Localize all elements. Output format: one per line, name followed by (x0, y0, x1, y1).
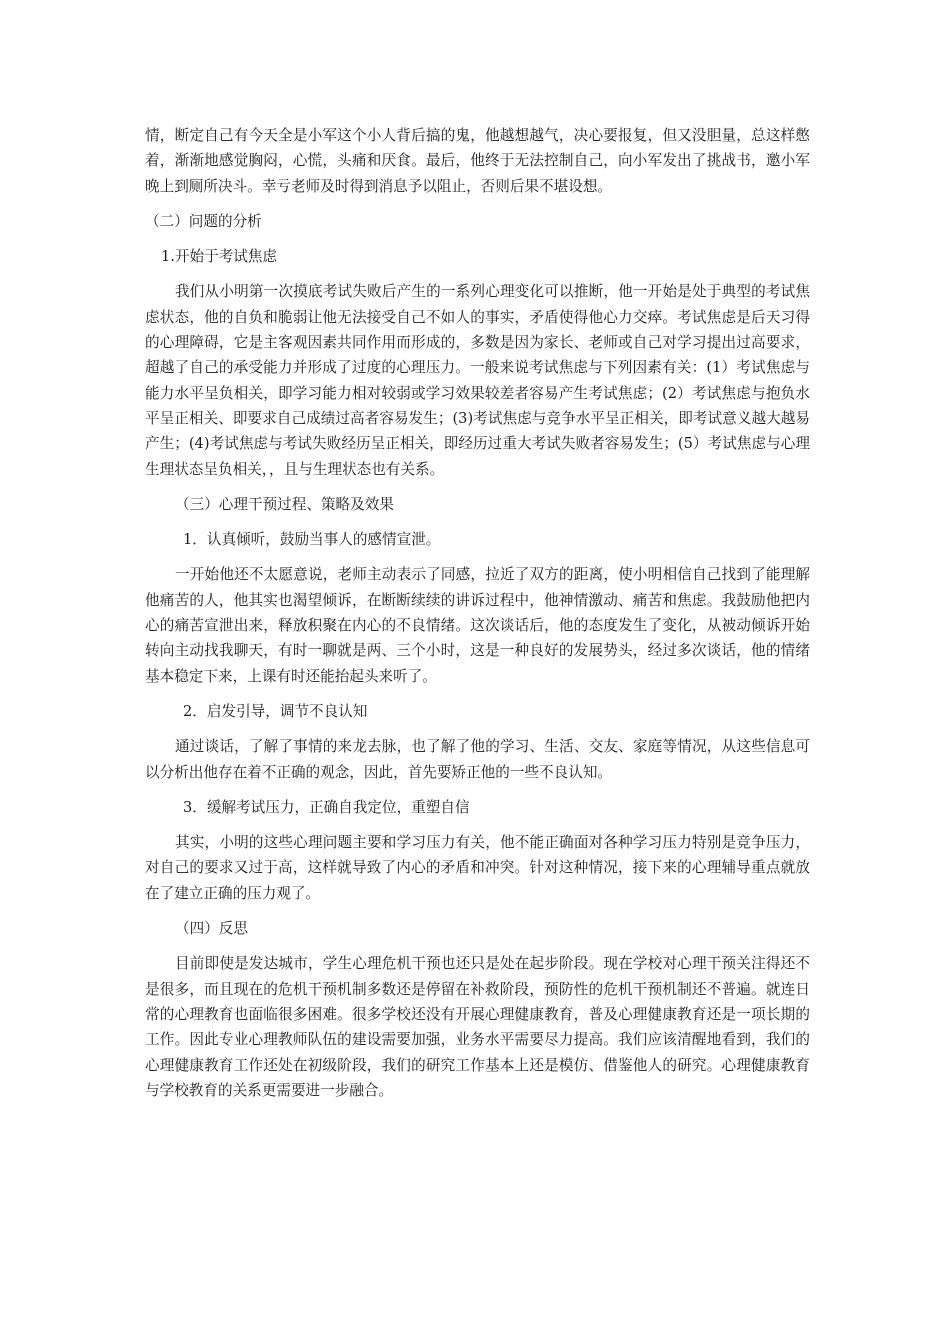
paragraph-pressure: 其实，小明的这些心理问题主要和学习压力有关，他不能正确面对各种学习压力特别是竞争压力，对自己的要求又过于高，这样就导致了内心的矛盾和冲突。针对这种情况，接下来的心理辅导重点就放在了建立正确的压力观了。 (145, 834, 810, 902)
subheading-anxiety: 1.开始于考试焦虑 (161, 248, 278, 266)
paragraph-listen: 一开始他还不太愿意说，老师主动表示了同感，拉近了双方的距离，使小明相信自己找到了能理解他痛苦的人，他其实也渴望倾诉，在断断续续的讲诉过程中，他神情激动、痛苦和焦虑。我鼓励他把内心的痛苦宣泄出来，释放积聚在内心的不良情绪。这次谈话后，他的态度发生了变化，从被动倾诉开始转向主动找我聊天，有时一聊就是两、三个小时，这是一种良好的发展势头，经过多次谈话，他的情绪基本稳定下来，上课有时还能抬起头来听了。 (145, 566, 810, 685)
intro-paragraph: 情，断定自己有今天全是小军这个小人背后搞的鬼，他越想越气，决心要报复，但又没胆量，总这样憋着，渐渐地感觉胸闷，心慌，头痛和厌食。最后，他终于无法控制自己，向小军发出了挑战书，邀小军晚上到厕所决斗。幸亏老师及时得到消息予以阻止，否则后果不堪设想。 (145, 127, 810, 195)
section-heading-analysis: （二）问题的分析 (145, 212, 262, 230)
paragraph-guide: 通过谈话，了解了事情的来龙去脉，也了解了他的学习、生活、交友、家庭等情况，从这些信息可以分析出他存在着不正确的观念，因此，首先要矫正他的一些不良认知。 (145, 738, 810, 781)
section-heading-reflection: （四）反思 (175, 920, 248, 938)
paragraph-reflection: 目前即使是发达城市，学生心理危机干预也还只是处在起步阶段。现在学校对心理干预关注得还不是很多，而且现在的危机干预机制多数还是停留在补救阶段，预防性的危机干预机制还不普遍。就连日常的心理教育也面临很多困难。很多学校还没有开展心理健康教育，普及心理健康教育还是一项长期的工作。因此专业心理教师队伍的建设需要加强，业务水平需要尽力提高。我们应该清醒地看到，我们的心理健康教育工作还处在初级阶段，我们的研究工作基本上还是模仿、借鉴他人的研究。心理健康教育与学校教育的关系更需要进一步融合。 (145, 955, 810, 1099)
subheading-listen: 1．认真倾听，鼓励当事人的感情宣泄。 (183, 531, 441, 549)
subheading-guide: 2．启发引导，调节不良认知 (183, 702, 368, 720)
section-heading-intervention: （三）心理干预过程、策略及效果 (175, 495, 394, 513)
subheading-pressure: 3．缓解考试压力，正确自我定位，重塑自信 (183, 798, 470, 816)
paragraph-anxiety: 我们从小明第一次摸底考试失败后产生的一系列心理变化可以推断，他一开始是处于典型的考试焦虑状态，他的自负和脆弱让他无法接受自己不如人的事实，矛盾使得他心力交瘁。考试焦虑是后天习得的心理障碍，它是主客观因素共同作用而形成的，多数是因为家长、老师或自己对学习提出过高要求，超越了自己的承受能力并形成了过度的心理压力。一般来说考试焦虑与下列因素有关：(1）考试焦虑与能力水平呈负相关，即学习能力相对较弱或学习效果较差者容易产生考试焦虑；(2）考试焦虑与抱负水平呈正相关、即要求自己成绩过高者容易发生；(3)考试焦虑与竞争水平呈正相关，即考试意义越大越易产生；(4)考试焦虑与考试失败经历呈正相关，即经历过重大考试失败者容易发生；(5）考试焦虑与心理生理状态呈负相关，，且与生理状态也有关系。 (145, 283, 810, 478)
document-body (145, 123, 810, 1103)
